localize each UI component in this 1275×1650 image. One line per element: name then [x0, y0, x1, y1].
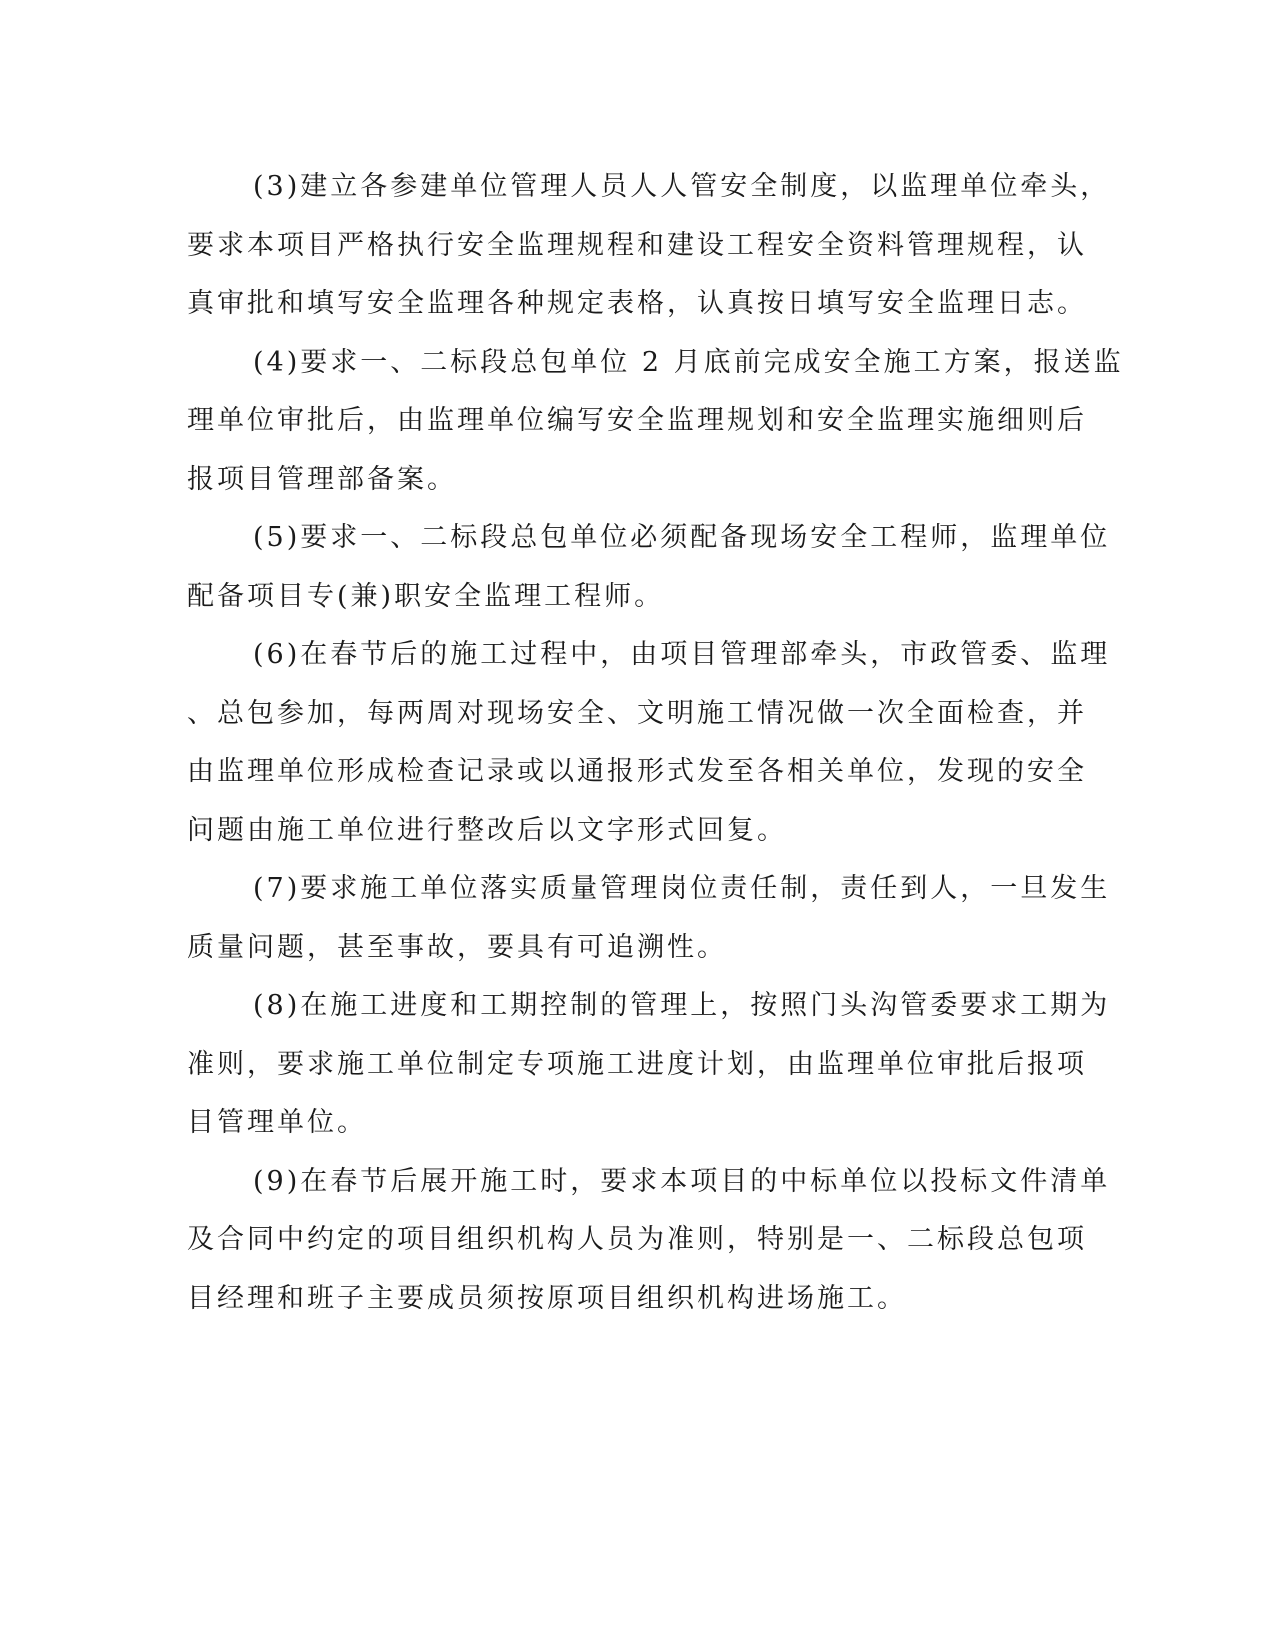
text-line: 真审批和填写安全监理各种规定表格，认真按日填写安全监理日志。 — [187, 288, 1087, 319]
text-line: 准则，要求施工单位制定专项施工进度计划，由监理单位审批后报项 — [187, 1048, 1087, 1080]
text-line: 目经理和班子主要成员须按原项目组织机构进场施工。 — [187, 1282, 907, 1314]
text-line: 、总包参加，每两周对现场安全、文明施工情况做一次全面检查，并 — [187, 697, 1087, 729]
paragraph-item-5 — [187, 509, 1111, 626]
text-line: (8)在施工进度和工期控制的管理上，按照门头沟管委要求工期为 — [253, 990, 1111, 1021]
paragraph-item-3 — [187, 158, 1111, 334]
document-body — [187, 158, 1124, 1328]
text-line: 理单位审批后，由监理单位编写安全监理规划和安全监理实施细则后 — [187, 405, 1087, 436]
text-line: 问题由施工单位进行整改后以文字形式回复。 — [187, 814, 787, 846]
text-line: (3)建立各参建单位管理人员人人管安全制度，以监理单位牵头， — [253, 171, 1111, 202]
text-line: 配备项目专(兼)职安全监理工程师。 — [187, 580, 665, 612]
text-line: (6)在春节后的施工过程中，由项目管理部牵头，市政管委、监理 — [253, 639, 1111, 670]
text-line: 报项目管理部备案。 — [187, 463, 457, 495]
text-line: (9)在春节后展开施工时，要求本项目的中标单位以投标文件清单 — [253, 1165, 1111, 1197]
text-line: (5)要求一、二标段总包单位必须配备现场安全工程师，监理单位 — [253, 522, 1111, 553]
paragraph-item-4 — [187, 334, 1124, 510]
paragraph-item-7 — [187, 860, 1111, 977]
text-line: 要求本项目严格执行安全监理规程和建设工程安全资料管理规程，认 — [187, 229, 1087, 261]
text-line: 目管理单位。 — [187, 1107, 367, 1138]
text-line: 由监理单位形成检查记录或以通报形式发至各相关单位，发现的安全 — [187, 756, 1087, 787]
paragraph-item-8 — [187, 977, 1111, 1153]
paragraph-item-9 — [187, 1153, 1111, 1329]
paragraph-item-6 — [187, 626, 1111, 860]
text-line: (7)要求施工单位落实质量管理岗位责任制，责任到人，一旦发生 — [253, 873, 1111, 904]
text-line: 质量问题，甚至事故，要具有可追溯性。 — [187, 931, 727, 963]
text-line: (4)要求一、二标段总包单位 2 月底前完成安全施工方案，报送监 — [253, 346, 1124, 378]
text-line: 及合同中约定的项目组织机构人员为准则，特别是一、二标段总包项 — [187, 1224, 1087, 1255]
